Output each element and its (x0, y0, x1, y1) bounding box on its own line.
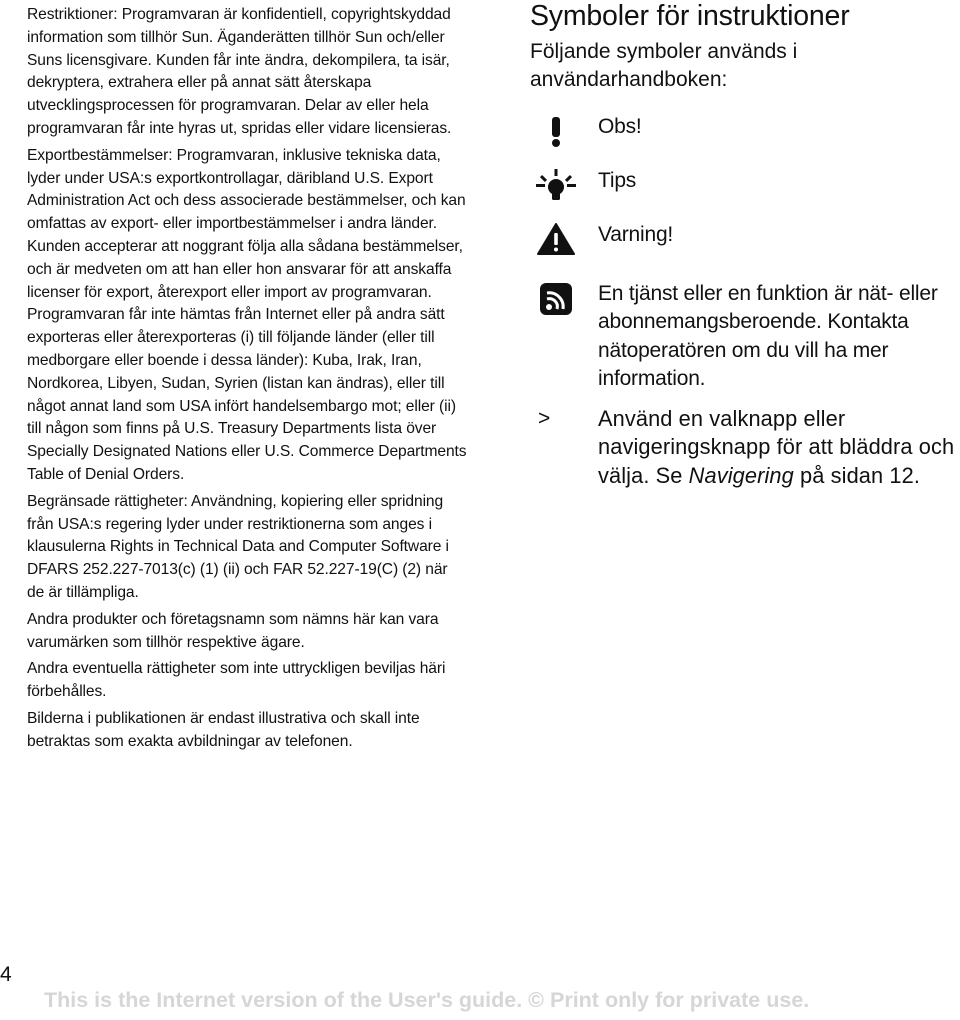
export-regulations-paragraph: Exportbestämmelser: Programvaran, inklusive tekniska data, lyder under USA:s exportkontrollagar, däribland U.S. Export Administration Act och dess associerade bestämmelser, och kan omfattas av export- eller importbestämmelser i andra länder. Kunden accepterar att noggrant följa alla sådana bestämmelser, och är medveten om att han eller hon ansvarar för att anskaffa licenser för export, återexport eller import av programvaran. Programvaran får inte hämtas från Internet eller på andra sätt exporteras eller återexporteras (i) till följande länder (eller till medborgare eller boende i dessa länder): Kuba, Irak, Iran, Nordkorea, Libyen, Sudan, Syrien (listan kan ändras), eller till något annat land som USA infört handelsembargo mot; eller (ii) till någon som finns på U.S. Treasury Departments lista över Specially Designated Nations eller U.S. Commerce Departments Table of Denial Orders. (27, 146, 467, 483)
navigation-text-before: Använd en valknapp eller navigeringsknapp för att bläddra och välja. Se (598, 406, 955, 488)
warning-triangle-icon (530, 223, 582, 260)
symbols-column (530, 0, 960, 488)
symbol-label-warning: Varning! (598, 223, 674, 246)
reserved-rights-paragraph: Andra eventuella rättigheter som inte uttryckligen beviljas häri förbehålles. (27, 660, 446, 701)
page-number: 4 (0, 963, 12, 986)
navigation-reference-link[interactable]: Navigering (688, 462, 794, 488)
trademarks-paragraph: Andra produkter och företagsnamn som nämns här kan vara varumärken som tillhör respektive ägare. (27, 610, 439, 651)
symbol-label-network-service: En tjänst eller en funktion är nät- eller abonnemangsberoende. Kontakta nätoperatören om du vill ha mer information. (598, 282, 938, 391)
network-service-icon (530, 282, 582, 321)
navigation-text-after: på sidan 12. (793, 462, 920, 488)
footer-notice: This is the Internet version of the User's guide. © Print only for private use. (44, 988, 810, 1012)
exclamation-icon (530, 116, 582, 153)
legal-text-column (27, 4, 467, 758)
illustrations-paragraph: Bilderna i publikationen är endast illustrativa och skall inte betraktas som exakta avbildningar av telefonen. (27, 709, 420, 750)
section-intro: Följande symboler används i användarhandboken: (530, 40, 798, 91)
restrictions-paragraph: Restriktioner: Programvaran är konfidentiell, copyrightskyddad information som tillhör Sun. Äganderätten tillhör Sun och/eller Suns licensgivare. Kunden får inte ändra, dekompilera, ta isär, dekryptera, extrahera eller på annat sätt återskapa utvecklingsprocessen för programvaran. Delar av eller hela programvaran får inte hyras ut, spridas eller vidare licensieras. (27, 6, 452, 137)
lightbulb-icon (530, 169, 582, 208)
symbol-label-tips: Tips (598, 169, 637, 192)
navigation-arrow-marker: > (538, 407, 551, 430)
symbol-label-note: Obs! (598, 115, 642, 138)
restricted-rights-paragraph: Begränsade rättigheter: Användning, kopiering eller spridning från USA:s regering lyder under restriktionerna som anges i klausulerna Rights in Technical Data and Computer Software i DFARS 252.227-7013(c) (1) (ii) och FAR 52.227-19(C) (2) när de är tillämpliga. (27, 492, 449, 601)
navigation-instruction-text (598, 405, 960, 490)
section-title: Symboler för instruktioner (530, 0, 850, 32)
